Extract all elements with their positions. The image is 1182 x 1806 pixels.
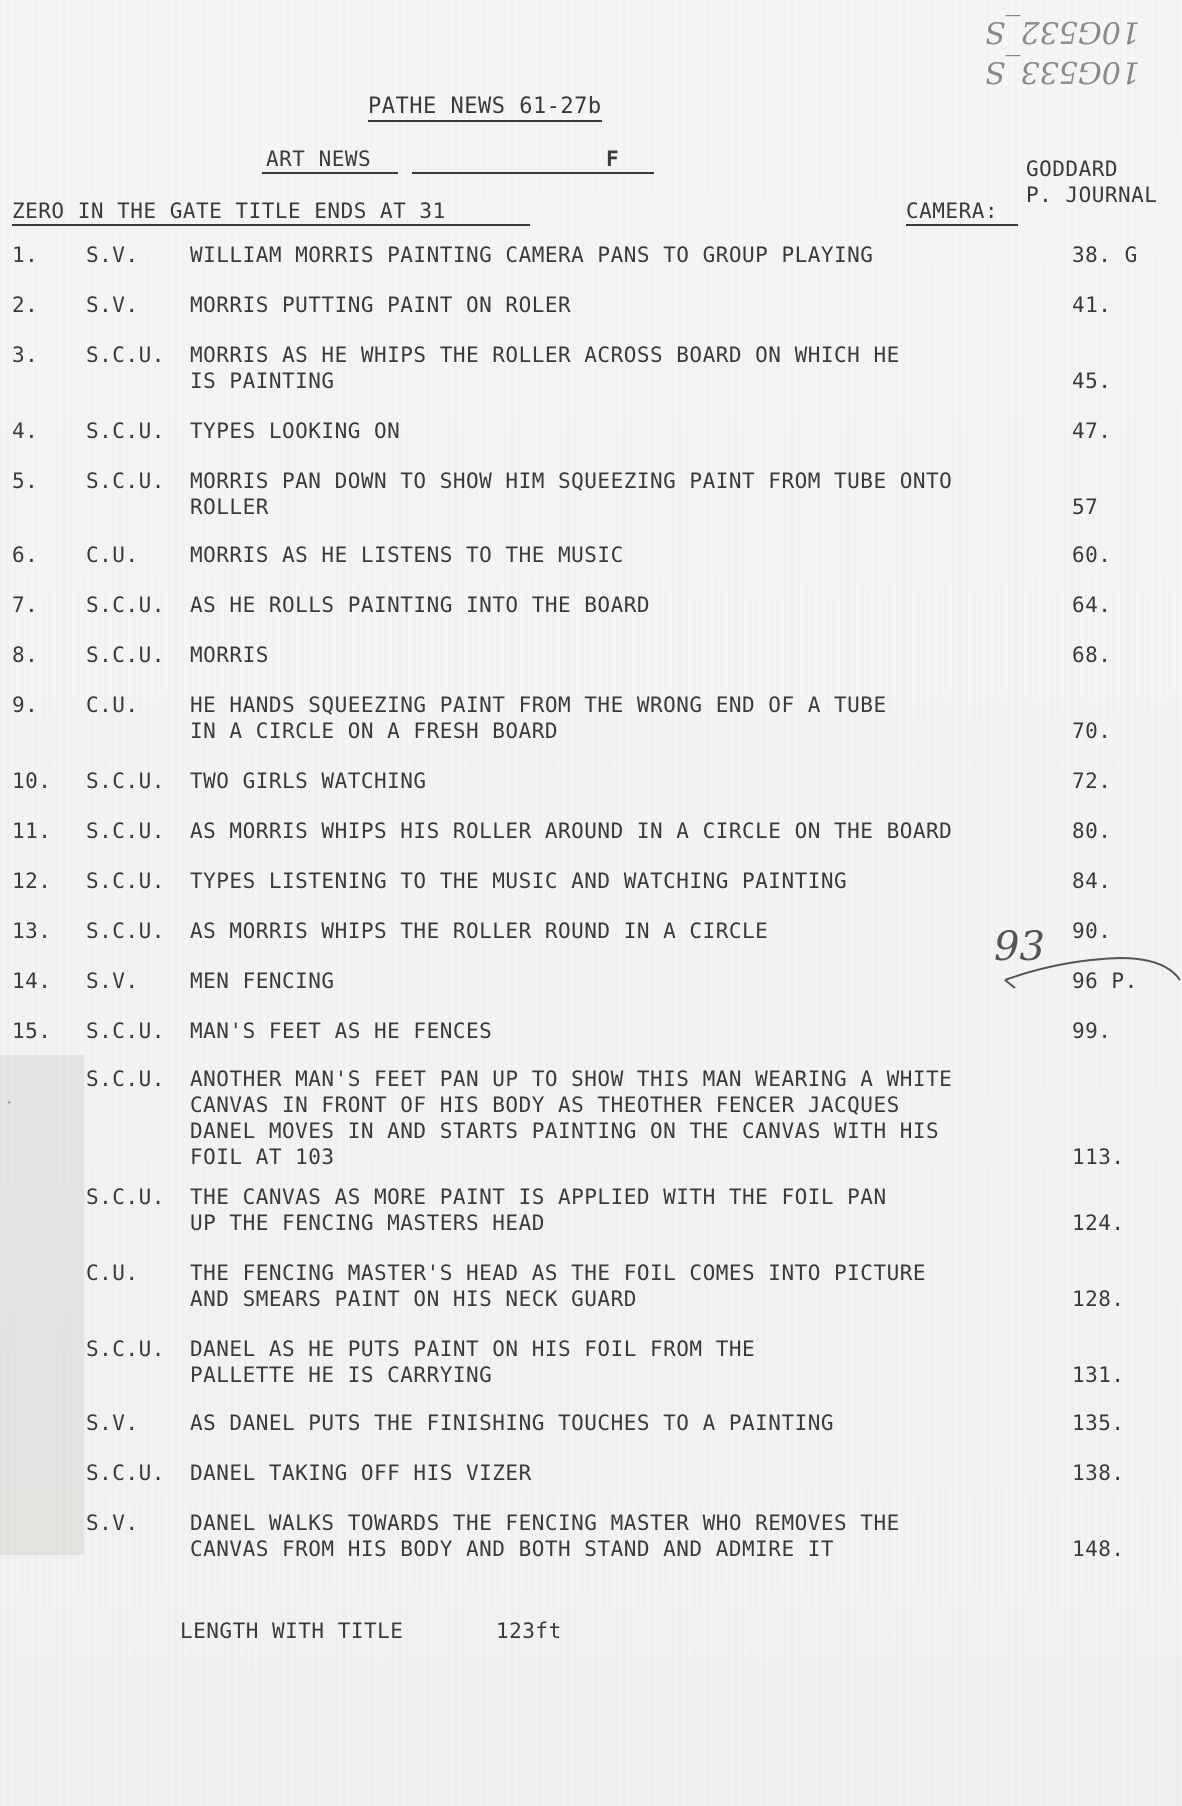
shot-row	[0, 1410, 1182, 1436]
shot-footage: 90.	[1072, 919, 1112, 943]
shot-description-line: FOIL AT 103	[190, 1145, 335, 1169]
zero-in-gate-underline	[12, 224, 530, 226]
shot-footage: 64.	[1072, 593, 1112, 617]
shot-type: S.C.U.	[86, 593, 165, 617]
shot-type: S.C.U.	[86, 419, 165, 443]
zero-in-gate: ZERO IN THE GATE TITLE ENDS AT 31	[12, 199, 446, 223]
shot-description-line: DANEL TAKING OFF HIS VIZER	[190, 1461, 532, 1485]
shot-number: 15.	[12, 1019, 52, 1043]
shot-description	[190, 542, 1070, 568]
story-code-underline	[412, 172, 654, 174]
shot-description	[190, 292, 1070, 318]
shot-type: C.U.	[86, 543, 139, 567]
shot-description-line: MAN'S FEET AS HE FENCES	[190, 1019, 493, 1043]
camera-underline	[906, 224, 1018, 226]
shot-type: S.C.U.	[86, 769, 165, 793]
shot-description	[190, 1460, 1070, 1486]
shot-description-line: TYPES LISTENING TO THE MUSIC AND WATCHING PAINTING	[190, 869, 848, 893]
shot-description	[190, 1066, 1070, 1170]
shot-description	[190, 468, 1070, 520]
handwritten-bracket	[1000, 950, 1182, 1000]
shot-footage: 96 P.	[1072, 969, 1138, 993]
shot-type: S.V.	[86, 969, 139, 993]
shot-row	[0, 818, 1182, 844]
shot-row	[0, 868, 1182, 894]
shot-number: 7.	[12, 593, 39, 617]
shot-type: S.C.U.	[86, 469, 165, 493]
shot-row	[0, 342, 1182, 394]
shot-footage: 68.	[1072, 643, 1112, 667]
shot-description-line: MORRIS PAN DOWN TO SHOW HIM SQUEEZING PAINT FROM TUBE ONTO	[190, 469, 953, 493]
shot-type: S.C.U.	[86, 1337, 165, 1361]
shot-footage: 135.	[1072, 1411, 1125, 1435]
story-title: ART NEWS	[266, 147, 372, 171]
shot-description-line: DANEL AS HE PUTS PAINT ON HIS FOIL FROM THE	[190, 1337, 756, 1361]
shot-description	[190, 1184, 1070, 1236]
shot-description	[190, 1336, 1070, 1388]
shot-row	[0, 292, 1182, 318]
shot-type: S.C.U.	[86, 643, 165, 667]
corner-ref-1: 10G532_S	[985, 14, 1140, 49]
shot-description-line: AS MORRIS WHIPS THE ROLLER ROUND IN A CIRCLE	[190, 919, 769, 943]
shot-row	[0, 1184, 1182, 1236]
shot-number: 13.	[12, 919, 52, 943]
shot-row	[0, 242, 1182, 268]
shot-description-line: CANVAS IN FRONT OF HIS BODY AS THEOTHER FENCER JACQUES	[190, 1093, 900, 1117]
shot-description	[190, 868, 1070, 894]
shot-description	[190, 768, 1070, 794]
shot-number: 11.	[12, 819, 52, 843]
shot-number: 10.	[12, 769, 52, 793]
shot-description-line: ROLLER	[190, 495, 269, 519]
shot-number: 12.	[12, 869, 52, 893]
shot-row	[0, 542, 1182, 568]
shot-type: S.C.U.	[86, 869, 165, 893]
shot-row	[0, 1018, 1182, 1044]
shot-description	[190, 918, 1070, 944]
shot-description-line: AS HE ROLLS PAINTING INTO THE BOARD	[190, 593, 651, 617]
shot-description-line: MORRIS AS HE LISTENS TO THE MUSIC	[190, 543, 624, 567]
shot-number: 14.	[12, 969, 52, 993]
shot-number: 8.	[12, 643, 39, 667]
shot-footage: 99.	[1072, 1019, 1112, 1043]
shot-footage: 80.	[1072, 819, 1112, 843]
shot-footage: 124.	[1072, 1211, 1125, 1235]
shot-footage: 47.	[1072, 419, 1112, 443]
story-underline	[262, 172, 398, 174]
shot-row	[0, 692, 1182, 744]
length-value: 123ft	[496, 1619, 562, 1643]
document-title: PATHE NEWS 61-27b	[368, 94, 602, 122]
shot-description-line: UP THE FENCING MASTERS HEAD	[190, 1211, 545, 1235]
shot-number: 5.	[12, 469, 39, 493]
shot-description-line: WILLIAM MORRIS PAINTING CAMERA PANS TO GROUP PLAYING	[190, 243, 874, 267]
shot-type: S.C.U.	[86, 819, 165, 843]
shot-row	[0, 418, 1182, 444]
shot-description-line: MORRIS AS HE WHIPS THE ROLLER ACROSS BOARD ON WHICH HE	[190, 343, 900, 367]
shot-description-line: MORRIS PUTTING PAINT ON ROLER	[190, 293, 572, 317]
shot-row	[0, 1460, 1182, 1486]
shot-footage: 45.	[1072, 369, 1112, 393]
shot-footage: 128.	[1072, 1287, 1125, 1311]
shot-description	[190, 692, 1070, 744]
shot-footage: 148.	[1072, 1537, 1125, 1561]
shot-description-line: TWO GIRLS WATCHING	[190, 769, 427, 793]
shot-description-line: THE CANVAS AS MORE PAINT IS APPLIED WITH THE FOIL PAN	[190, 1185, 887, 1209]
shot-row	[0, 1336, 1182, 1388]
shot-description-line: MORRIS	[190, 643, 269, 667]
shot-description	[190, 418, 1070, 444]
shot-number: 4.	[12, 419, 39, 443]
shot-footage: 60.	[1072, 543, 1112, 567]
length-label: LENGTH WITH TITLE	[180, 1619, 404, 1643]
shot-row	[0, 1510, 1182, 1562]
handwritten-93: 93	[994, 924, 1045, 970]
shot-description	[190, 968, 1070, 994]
shot-row	[0, 1260, 1182, 1312]
shot-footage: 131.	[1072, 1363, 1125, 1387]
shot-description	[190, 818, 1070, 844]
shot-type: C.U.	[86, 693, 139, 717]
shot-description	[190, 342, 1070, 394]
story-code: F	[606, 147, 620, 171]
shot-description	[190, 1510, 1070, 1562]
shot-description-line: DANEL WALKS TOWARDS THE FENCING MASTER WHO REMOVES THE	[190, 1511, 900, 1535]
shot-footage: 70.	[1072, 719, 1112, 743]
shot-description-line: DANEL MOVES IN AND STARTS PAINTING ON THE CANVAS WITH HIS	[190, 1119, 940, 1143]
shot-type: S.C.U.	[86, 1185, 165, 1209]
shot-footage: 84.	[1072, 869, 1112, 893]
shot-description-line: TYPES LOOKING ON	[190, 419, 401, 443]
shot-type: S.V.	[86, 1411, 139, 1435]
shot-description-line: IS PAINTING	[190, 369, 335, 393]
shot-description-line: THE FENCING MASTER'S HEAD AS THE FOIL COMES INTO PICTURE	[190, 1261, 927, 1285]
shot-footage: 72.	[1072, 769, 1112, 793]
shot-type: S.C.U.	[86, 919, 165, 943]
shot-row	[0, 768, 1182, 794]
shot-number: 9.	[12, 693, 39, 717]
shot-description	[190, 642, 1070, 668]
shot-row	[0, 1066, 1182, 1170]
shot-description-line: AS DANEL PUTS THE FINISHING TOUCHES TO A PAINTING	[190, 1411, 835, 1435]
shot-footage: 38. G	[1072, 243, 1138, 267]
shot-description	[190, 1410, 1070, 1436]
shot-description-line: MEN FENCING	[190, 969, 335, 993]
shot-description-line: CANVAS FROM HIS BODY AND BOTH STAND AND ADMIRE IT	[190, 1537, 835, 1561]
shot-description	[190, 1018, 1070, 1044]
shot-description-line: AS MORRIS WHIPS HIS ROLLER AROUND IN A CIRCLE ON THE BOARD	[190, 819, 953, 843]
shot-row	[0, 468, 1182, 520]
shot-type: S.V.	[86, 243, 139, 267]
shot-number: 1.	[12, 243, 39, 267]
shot-type: S.V.	[86, 1511, 139, 1535]
shot-row	[0, 642, 1182, 668]
shot-type: S.V.	[86, 293, 139, 317]
shot-description-line: ANOTHER MAN'S FEET PAN UP TO SHOW THIS MAN WEARING A WHITE	[190, 1067, 953, 1091]
shot-description-line: HE HANDS SQUEEZING PAINT FROM THE WRONG END OF A TUBE	[190, 693, 887, 717]
shot-footage: 138.	[1072, 1461, 1125, 1485]
shot-description-line: AND SMEARS PAINT ON HIS NECK GUARD	[190, 1287, 637, 1311]
shot-description-line: IN A CIRCLE ON A FRESH BOARD	[190, 719, 559, 743]
shot-row	[0, 592, 1182, 618]
margin-scribble: ·	[6, 1090, 13, 1114]
shot-description-line: PALLETTE HE IS CARRYING	[190, 1363, 493, 1387]
shot-number: 3.	[12, 343, 39, 367]
shot-description	[190, 242, 1070, 268]
shot-description	[190, 1260, 1070, 1312]
corner-ref-2: 10G533_S	[985, 54, 1140, 89]
shot-description	[190, 592, 1070, 618]
shot-number: 2.	[12, 293, 39, 317]
camera-name-1: GODDARD	[1026, 157, 1119, 181]
shot-footage: 41.	[1072, 293, 1112, 317]
shot-type: S.C.U.	[86, 1067, 165, 1091]
camera-label: CAMERA:	[906, 199, 999, 223]
shot-number: 6.	[12, 543, 39, 567]
camera-name-2: P. JOURNAL	[1026, 183, 1158, 207]
shot-footage: 57	[1072, 495, 1099, 519]
shot-type: S.C.U.	[86, 1019, 165, 1043]
shot-type: C.U.	[86, 1261, 139, 1285]
shot-footage: 113.	[1072, 1145, 1125, 1169]
shot-type: S.C.U.	[86, 343, 165, 367]
shot-type: S.C.U.	[86, 1461, 165, 1485]
